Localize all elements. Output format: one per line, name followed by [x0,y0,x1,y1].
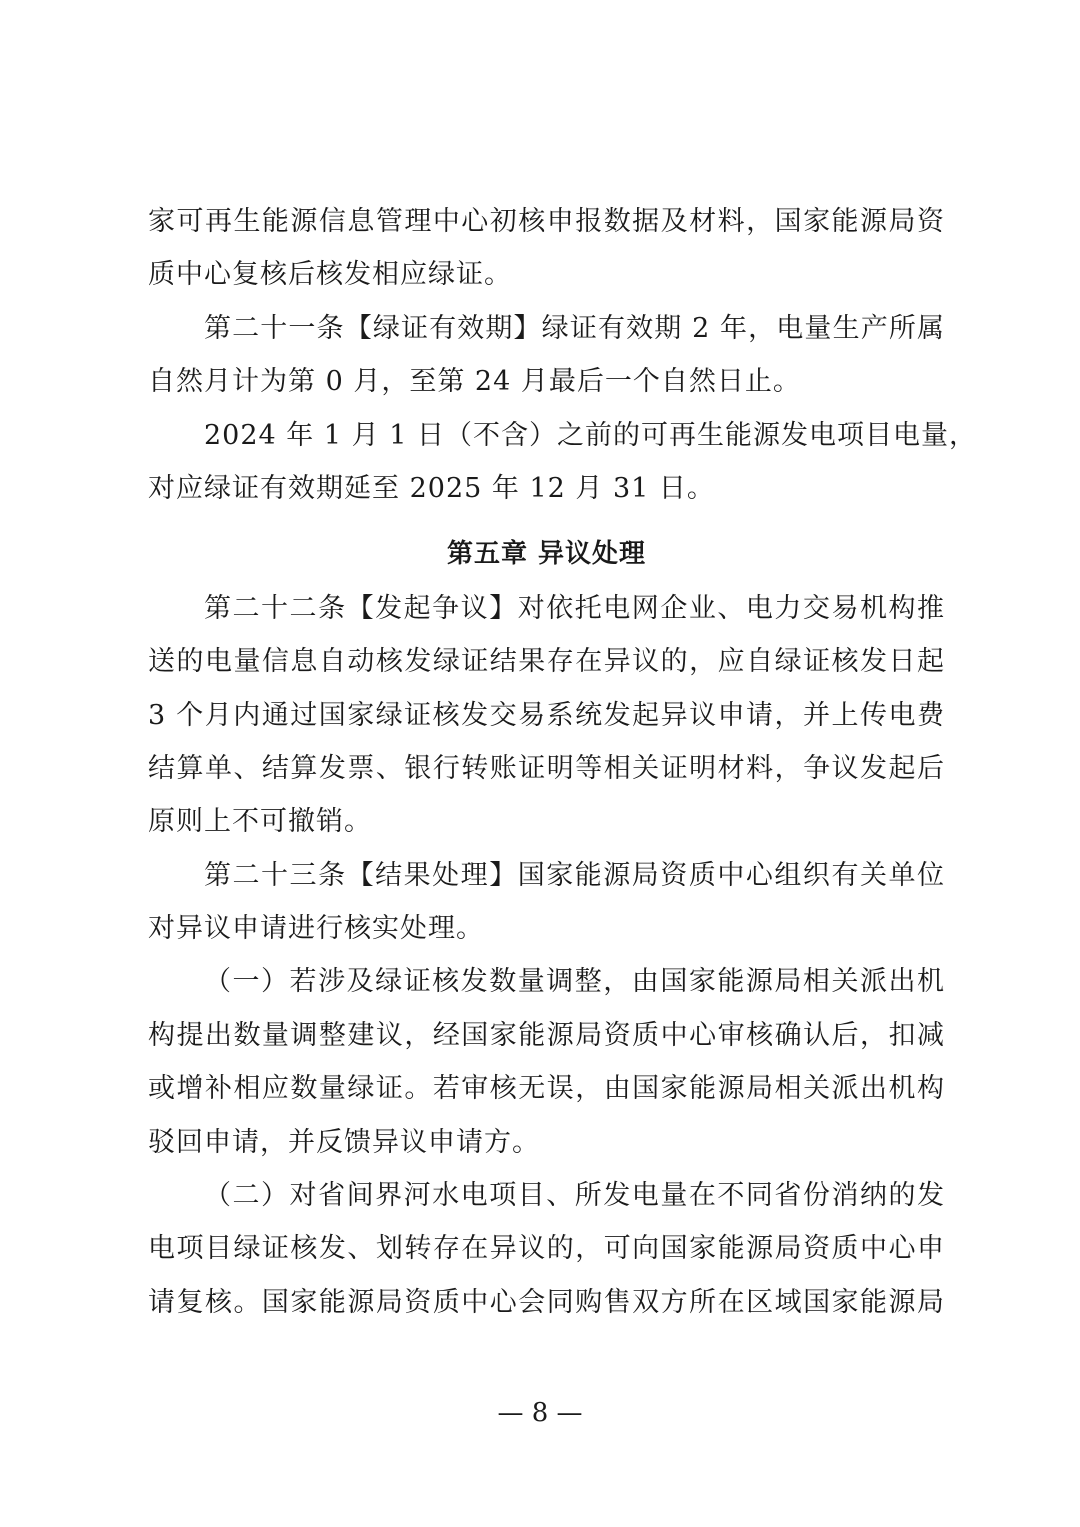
text-line: 请复核。国家能源局资质中心会同购售双方所在区域国家能源局 [148,1286,945,1318]
text-line: 第二十二条【发起争议】对依托电网企业、电力交易机构推 [204,592,945,624]
article-23 [148,849,945,956]
text-line: 原则上不可撤销。 [148,806,372,838]
text-line: 对异议申请进行核实处理。 [148,913,484,945]
text-line: 2024 年 1 月 1 日（不含）之前的可再生能源发电项目电量， [204,419,977,451]
text-line: 第二十三条【结果处理】国家能源局资质中心组织有关单位 [204,859,945,891]
text-line: 结算单、结算发票、银行转账证明等相关证明材料，争议发起后 [148,752,945,784]
text-line: 自然月计为第 0 月，至第 24 月最后一个自然日止。 [148,366,801,398]
text-line: （二）对省间界河水电项目、所发电量在不同省份消纳的发 [204,1180,945,1212]
text-line: 构提出数量调整建议，经国家能源局资质中心审核确认后，扣减 [148,1019,945,1051]
article-22 [148,582,945,849]
article-21 [148,302,945,409]
text-line: 3 个月内通过国家绿证核发交易系统发起异议申请，并上传电费 [148,699,945,731]
chapter-heading: 第五章 异议处理 [446,539,647,570]
text-line: 或增补相应数量绿证。若审核无误，由国家能源局相关派出机构 [148,1073,945,1105]
article-23-item-1 [148,955,945,1169]
text-line: （一）若涉及绿证核发数量调整，由国家能源局相关派出机 [204,966,945,998]
text-line: 电项目绿证核发、划转存在异议的，可向国家能源局资质中心申 [148,1233,945,1265]
text-line: 第二十一条【绿证有效期】绿证有效期 2 年，电量生产所属 [204,312,945,344]
document-body [148,195,977,1329]
paragraph-continuation [148,195,945,302]
page-number: — 8 — [497,1398,583,1428]
text-line: 质中心复核后核发相应绿证。 [148,259,512,291]
article-21-extension [148,409,977,516]
text-line: 家可再生能源信息管理中心初核申报数据及材料，国家能源局资 [148,206,945,237]
article-23-item-2 [148,1169,945,1329]
text-line: 对应绿证有效期延至 2025 年 12 月 31 日。 [148,472,715,504]
text-line: 驳回申请，并反馈异议申请方。 [148,1126,540,1158]
text-line: 送的电量信息自动核发绿证结果存在异议的，应自绿证核发日起 [148,646,945,678]
